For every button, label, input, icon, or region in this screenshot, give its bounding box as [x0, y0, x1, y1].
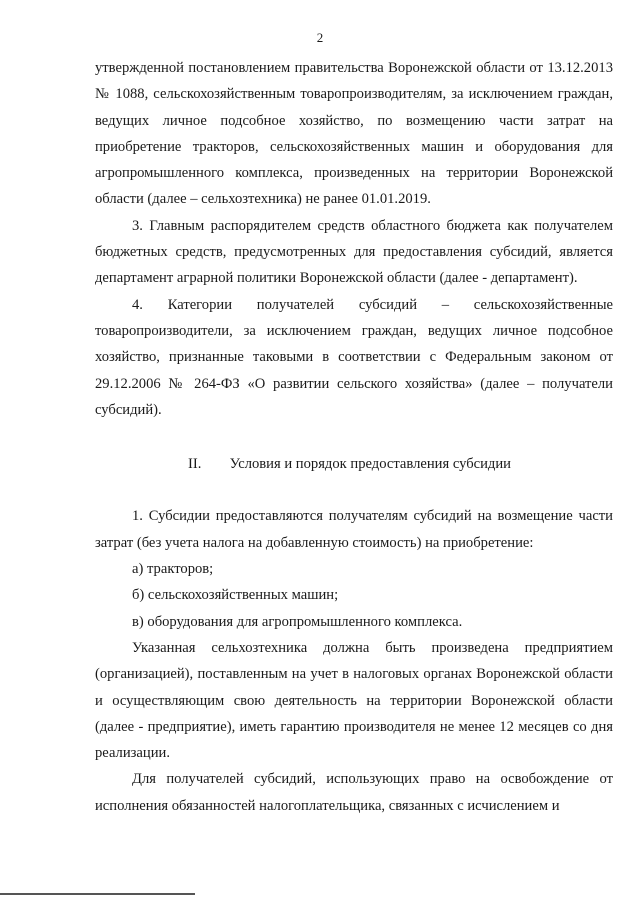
document-body	[95, 55, 613, 819]
section-heading	[95, 451, 613, 477]
paragraph-tax-exemption: Для получателей субсидий, использующих право на освобождение от исполнения обязанностей налогоплательщика, связанных с исчислением и	[95, 771, 613, 814]
section-title: Условия и порядок предоставления субсидии	[229, 456, 511, 473]
page-number: 2	[316, 30, 324, 45]
list-item-c: в) оборудования для агропромышленного комплекса.	[132, 613, 463, 630]
list-item-b: б) сельскохозяйственных машин;	[132, 587, 339, 604]
paragraph-continuation: утвержденной постановлением правительства Воронежской области от 13.12.2013 № 1088, сельскохозяйственным товаропроизводителям, за исключением граждан, ведущих личное подсобное хозяйство, по возмещению части затрат на приобретение тракторов, сельскохозяйственных машин и оборудования для агропромышленного комплекса, произведенных на территории Воронежской области (далее – сельхозтехника) не ранее 01.01.2019.	[95, 60, 613, 208]
list-item-a: а) тракторов;	[132, 561, 214, 578]
paragraph-item-3: 3. Главным распорядителем средств областного бюджета как получателем бюджетных средств, предусмотренных для предоставления субсидий, является департамент аграрной политики Воронежской области (далее - департамент).	[95, 217, 613, 287]
section-numeral: II.	[188, 456, 202, 473]
paragraph-section-1: 1. Субсидии предоставляются получателям субсидий на возмещение части затрат (без учета налога на добавленную стоимость) на приобретение:	[95, 508, 613, 551]
scan-edge-line	[0, 893, 195, 895]
paragraph-item-4: 4. Категории получателей субсидий – сельскохозяйственные товаропроизводители, за исключением граждан, ведущих личное подсобное хозяйство, признанные таковыми в соответствии с Федеральным законом от 29.12.2006 № 264-ФЗ «О развитии сельского хозяйства» (далее – получатели субсидий).	[95, 296, 613, 418]
paragraph-equipment-requirements: Указанная сельхозтехника должна быть произведена предприятием (организацией), поставленным на учет в налоговых органах Воронежской области и осуществляющим свою деятельность на территории Воронежской области (далее - предприятие), иметь гарантию производителя не менее 12 месяцев со дня реализации.	[95, 639, 613, 762]
